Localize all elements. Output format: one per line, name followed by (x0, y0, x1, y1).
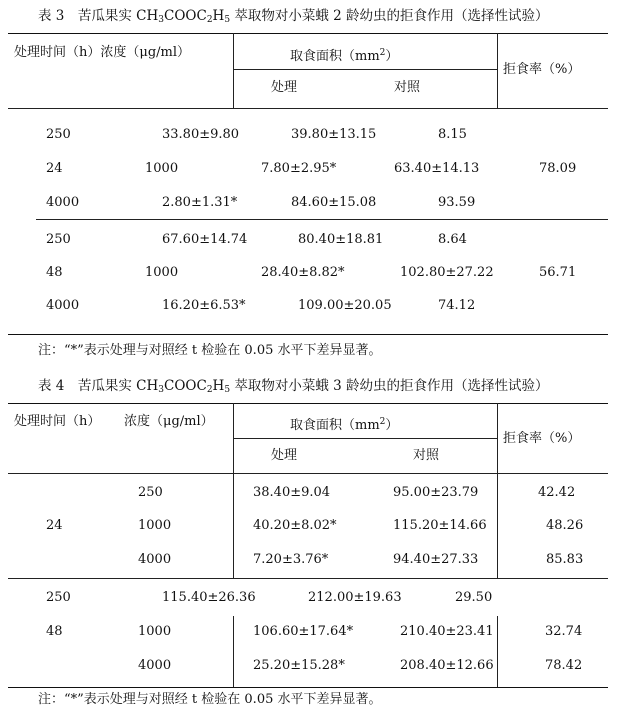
table3-header-rate: 拒食率（%） (503, 62, 581, 77)
table4-caption-sub1: 3 (158, 385, 165, 395)
table3-g24-r3-rate: 93.59 (438, 195, 476, 210)
table4-g24-r2-conc: 1000 (138, 518, 172, 533)
table4-g24-vline-left (233, 473, 234, 579)
table4-caption-prefix: 表 4 苦瓜果实 CH (38, 378, 159, 394)
table3-header-time-conc: 处理时间（h）浓度（μg/ml） (14, 45, 191, 60)
table4-header-rule (8, 473, 608, 474)
table3-header-area-sup: 2 (379, 48, 386, 58)
table3-bottom-rule (8, 334, 608, 335)
table3-top-rule (8, 33, 608, 34)
table3-g48-r1-treat: 67.60±14.74 (162, 232, 248, 247)
table3-g48-time: 48 (46, 265, 63, 280)
table4-g24-r3-control: 94.40±27.33 (393, 552, 479, 567)
table3-caption-mid1: COOC (164, 8, 207, 24)
table3-g48-r3-rate: 74.12 (438, 298, 476, 313)
table3-caption-suffix: 萃取物对小菜蛾 2 龄幼虫的拒食作用（选择性试验） (230, 8, 549, 24)
table4-header-time: 处理时间（h） (14, 414, 101, 429)
table4-g24-r1-conc: 250 (138, 485, 163, 500)
table4-header-area-close: ） (385, 418, 399, 433)
table4-g48-r3-rate: 78.42 (545, 658, 583, 673)
table3-header-control: 对照 (394, 80, 421, 95)
table3-header-treat: 处理 (271, 80, 298, 95)
table3-group-rule (36, 219, 608, 220)
table3-caption (38, 8, 549, 28)
table4-g48-r3-conc: 4000 (138, 658, 172, 673)
table4-caption-suffix: 萃取物对小菜蛾 3 龄幼虫的拒食作用（选择性试验） (230, 378, 549, 394)
table4-g24-r3-conc: 4000 (138, 552, 172, 567)
table3-g24-r1-control: 39.80±13.15 (291, 127, 377, 142)
table4-caption-sub3: 5 (224, 385, 231, 395)
table4-caption (38, 378, 549, 398)
table4-g48-r3-treat: 25.20±15.28* (253, 658, 345, 673)
table3-g24-time: 24 (46, 161, 63, 176)
table3-header-rule (8, 108, 608, 109)
table4-group-rule (8, 578, 608, 579)
table4-header-area-label: 取食面积（mm (290, 418, 380, 433)
table3-header-area-close: ） (385, 49, 399, 64)
table3-caption-sub1: 3 (158, 15, 165, 25)
table4-g24-r2-control: 115.20±14.66 (393, 518, 487, 533)
table3-g48-r2-rate: 56.71 (539, 265, 577, 280)
table3-vline-right (497, 33, 498, 109)
table4-note: 注：“*”表示处理与对照经 t 检验在 0.05 水平下差异显著。 (38, 692, 382, 707)
table4-g24-r2-treat: 40.20±8.02* (253, 518, 337, 533)
table4-g24-vline-right (497, 473, 498, 579)
table4-g48-r2-treat: 106.60±17.64* (253, 624, 354, 639)
table3-g24-r2-control: 63.40±14.13 (394, 161, 480, 176)
table3-caption-sub2: 2 (206, 15, 213, 25)
table4-g48-r2-rate: 32.74 (545, 624, 583, 639)
table4-header-rate: 拒食率（%） (503, 431, 581, 446)
table4-bottom-rule (8, 687, 608, 688)
table3-g48-r3-treat: 16.20±6.53* (162, 298, 246, 313)
table4-caption-mid1: COOC (164, 378, 207, 394)
table3-g48-r1-control: 80.40±18.81 (298, 232, 384, 247)
table4-g24-r1-control: 95.00±23.79 (393, 485, 479, 500)
table3-g24-r1-conc: 250 (46, 127, 71, 142)
table3-g24-r3-control: 84.60±15.08 (291, 195, 377, 210)
table3-caption-sub3: 5 (224, 15, 231, 25)
table4-header-treat: 处理 (271, 448, 298, 463)
table3-g48-r1-conc: 250 (46, 232, 71, 247)
table4-g48-r1-control: 212.00±19.63 (308, 590, 402, 605)
table4-g48-r1-rate: 29.50 (455, 590, 493, 605)
table3-header-area (290, 45, 398, 65)
table3-caption-prefix: 表 3 苦瓜果实 CH (38, 8, 159, 24)
table4-g48-r2-conc: 1000 (138, 624, 172, 639)
table3-g48-r3-control: 109.00±20.05 (298, 298, 392, 313)
table4-g48-vline-right (497, 616, 498, 688)
table4-header-conc: 浓度（μg/ml） (124, 414, 214, 429)
table3-g48-r3-conc: 4000 (46, 298, 80, 313)
table4-g48-r1-conc: 250 (46, 590, 71, 605)
table4-g48-r1-treat: 115.40±26.36 (162, 590, 256, 605)
table4-g24-r2-rate: 48.26 (546, 518, 584, 533)
table3-header-area-label: 取食面积（mm (290, 49, 380, 64)
table3-g48-r2-control: 102.80±27.22 (400, 265, 494, 280)
table3-g48-r1-rate: 8.64 (438, 232, 467, 247)
table3-g24-r2-conc: 1000 (145, 161, 179, 176)
table3-vline-left (233, 33, 234, 109)
table4-caption-mid2: H (212, 378, 225, 394)
table3-caption-mid2: H (212, 8, 225, 24)
table4-vline-left (233, 403, 234, 474)
table4-g48-time: 48 (46, 624, 63, 639)
table3-area-rule (233, 69, 497, 70)
table4-header-area-sup: 2 (379, 417, 386, 427)
table4-header-area (290, 414, 398, 434)
table4-g24-time: 24 (46, 518, 63, 533)
table4-g24-r3-rate: 85.83 (546, 552, 584, 567)
table3-g24-r1-treat: 33.80±9.80 (162, 127, 240, 142)
table4-g24-r1-rate: 42.42 (538, 485, 576, 500)
table4-area-rule (233, 438, 497, 439)
table3-g24-r2-treat: 7.80±2.95* (261, 161, 337, 176)
table4-g24-r3-treat: 7.20±3.76* (253, 552, 329, 567)
table3-g48-r2-treat: 28.40±8.82* (261, 265, 345, 280)
table4-g48-r3-control: 208.40±12.66 (400, 658, 494, 673)
table3-g24-r3-treat: 2.80±1.31* (162, 195, 238, 210)
table3-g24-r1-rate: 8.15 (438, 127, 467, 142)
table4-header-control: 对照 (413, 448, 440, 463)
table4-g48-vline-left (233, 616, 234, 688)
table3-g48-r2-conc: 1000 (145, 265, 179, 280)
table3-g24-r2-rate: 78.09 (539, 161, 577, 176)
table4-caption-sub2: 2 (206, 385, 213, 395)
table3-note: 注：“*”表示处理与对照经 t 检验在 0.05 水平下差异显著。 (38, 343, 382, 358)
table3-g24-r3-conc: 4000 (46, 195, 80, 210)
table4-vline-right (497, 403, 498, 474)
table4-g24-r1-treat: 38.40±9.04 (253, 485, 331, 500)
table4-top-rule (8, 403, 608, 404)
table4-g48-r2-control: 210.40±23.41 (400, 624, 494, 639)
